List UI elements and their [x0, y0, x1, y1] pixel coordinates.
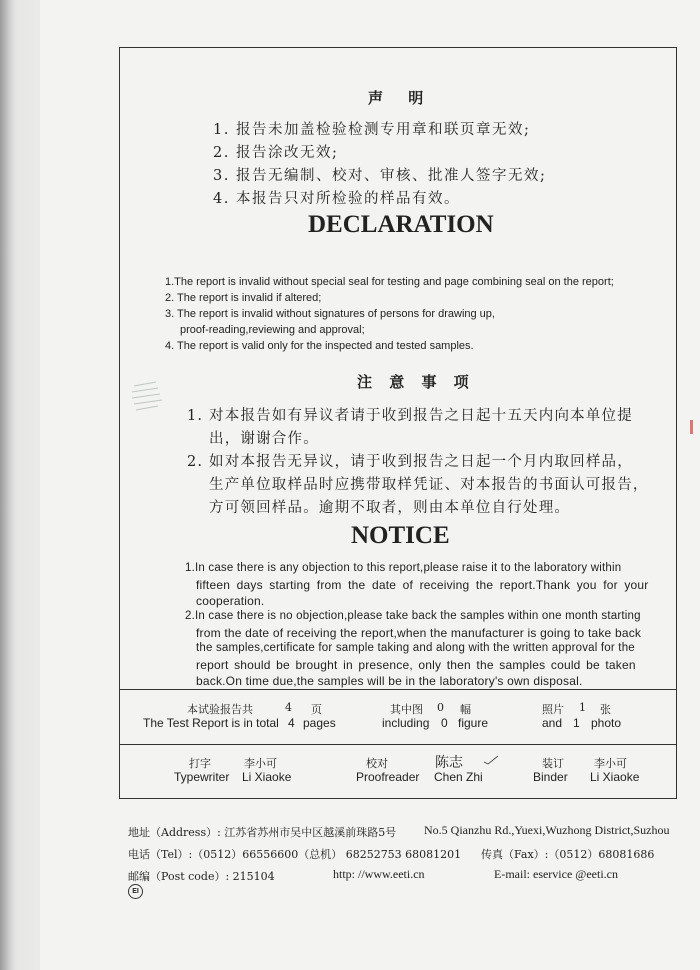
pages-label-en: The Test Report is in total	[143, 716, 279, 730]
pages-count-en: 4	[288, 716, 295, 730]
footer-postcode: 邮编（Post code）: 215104	[128, 870, 275, 883]
faint-stamp-mark	[128, 378, 168, 418]
notice-cn-title: 注 意 事 项	[357, 373, 475, 391]
handwritten-check-mark	[482, 754, 500, 766]
notice-cn-line-5: 方可领回样品。逾期不取者，则由本单位自行处理。	[209, 500, 571, 516]
declaration-en-title: DECLARATION	[308, 211, 494, 238]
typist-label-cn: 打字	[189, 757, 211, 770]
declaration-cn-title: 声 明	[368, 89, 434, 107]
binder-label-en: Binder	[533, 770, 568, 784]
figures-label-cn: 其中图	[390, 703, 423, 716]
declaration-en-item-2: 2. The report is invalid if altered;	[165, 292, 322, 304]
binder-name-en: Li Xiaoke	[590, 770, 640, 784]
pages-unit-cn: 页	[311, 703, 322, 716]
footer-website: http: //www.eeti.cn	[333, 867, 425, 881]
notice-en-line-8: back.On time due,the samples will be in the laboratory's own disposal.	[196, 674, 583, 688]
declaration-en-item-4: 4. The report is valid only for the inspected and tested samples.	[165, 340, 474, 352]
figures-count-cn: 0	[437, 701, 444, 714]
footer-email: E-mail: eservice @eeti.cn	[494, 867, 618, 881]
photos-label-en: and	[542, 716, 563, 730]
binder-name-cn: 李小可	[594, 757, 627, 770]
notice-en-line-2: fifteen days starting from the date of receiving the report.Thank you for your	[196, 578, 649, 592]
photos-label-cn: 照片	[542, 703, 564, 716]
photos-unit-cn: 张	[600, 703, 611, 716]
notice-en-title: NOTICE	[351, 522, 450, 549]
photos-count-cn: 1	[579, 701, 586, 714]
typist-name-cn: 李小可	[244, 757, 277, 770]
proofreader-label-cn: 校对	[366, 757, 388, 770]
declaration-cn-item-2: 2. 报告涂改无效;	[213, 145, 339, 161]
declaration-cn-item-3: 3. 报告无编制、校对、审核、批准人签字无效;	[213, 168, 547, 184]
notice-en-line-6: the samples,certificate for sample taking and along with the written approval for the	[196, 642, 635, 654]
notice-en-line-3: cooperation.	[196, 594, 265, 608]
declaration-en-item-3: 3. The report is invalid without signatures of persons for drawing up,	[165, 308, 495, 320]
footer-telephone: 电话（Tel）:（0512）66556600（总机） 68252753 68081201	[128, 848, 462, 861]
figures-unit-cn: 幅	[460, 703, 471, 716]
notice-cn-line-4: 生产单位取样品时应携带取样凭证、对本报告的书面认可报告，	[209, 477, 649, 493]
notice-cn-line-2: 出，谢谢合作。	[209, 431, 319, 447]
pages-label-cn: 本试验报告共	[187, 703, 253, 716]
figures-unit-en: figure	[458, 716, 489, 730]
proofreader-name-en: Chen Zhi	[434, 770, 483, 784]
pages-unit-en: pages	[303, 716, 336, 730]
notice-cn-line-1: 1. 对本报告如有异议者请于收到报告之日起十五天内向本单位提	[187, 408, 633, 424]
notice-en-line-7: report should be brought in presence, only then the samples could be taken	[196, 658, 636, 672]
footer-address-en: No.5 Qianzhu Rd.,Yuexi,Wuzhong District,Suzhou	[424, 823, 670, 837]
pages-count-cn: 4	[285, 701, 292, 714]
proofreader-label-en: Proofreader	[356, 770, 420, 784]
figures-count-en: 0	[441, 716, 448, 730]
proofreader-name-cn: 陈志	[435, 755, 463, 771]
footer-fax: 传真（Fax）:（0512）68081686	[481, 848, 655, 861]
book-spine-shadow	[0, 0, 16, 970]
company-logo-icon: EI	[128, 884, 143, 899]
notice-en-line-4: 2.In case there is no objection,please take back the samples within one month starting	[185, 610, 641, 622]
declaration-en-item-3-cont: proof-reading,reviewing and approval;	[180, 324, 365, 336]
declaration-cn-item-1: 1. 报告未加盖检验检测专用章和联页章无效;	[213, 122, 531, 138]
notice-en-line-1: 1.In case there is any objection to this report,please raise it to the laboratory within	[185, 562, 622, 574]
photos-unit-en: photo	[591, 716, 622, 730]
typist-name-en: Li Xiaoke	[242, 770, 292, 784]
notice-cn-line-3: 2. 如对本报告无异议，请于收到报告之日起一个月内取回样品，	[187, 454, 633, 470]
photos-count-en: 1	[573, 716, 580, 730]
notice-en-line-5: from the date of receiving the report,when the manufacturer is going to take back	[196, 626, 642, 640]
declaration-en-item-1: 1.The report is invalid without special seal for testing and page combining seal on the report;	[165, 276, 614, 288]
typist-label-en: Typewriter	[174, 770, 230, 784]
figures-label-en: including	[382, 716, 430, 730]
binder-label-cn: 装订	[542, 757, 564, 770]
red-edge-mark	[690, 420, 693, 434]
signature-divider	[119, 744, 677, 745]
footer-address-cn: 地址（Address）: 江苏省苏州市吴中区越溪前珠路5号	[128, 826, 397, 839]
declaration-cn-item-4: 4. 本报告只对所检验的样品有效。	[213, 191, 460, 207]
summary-divider	[119, 689, 677, 690]
